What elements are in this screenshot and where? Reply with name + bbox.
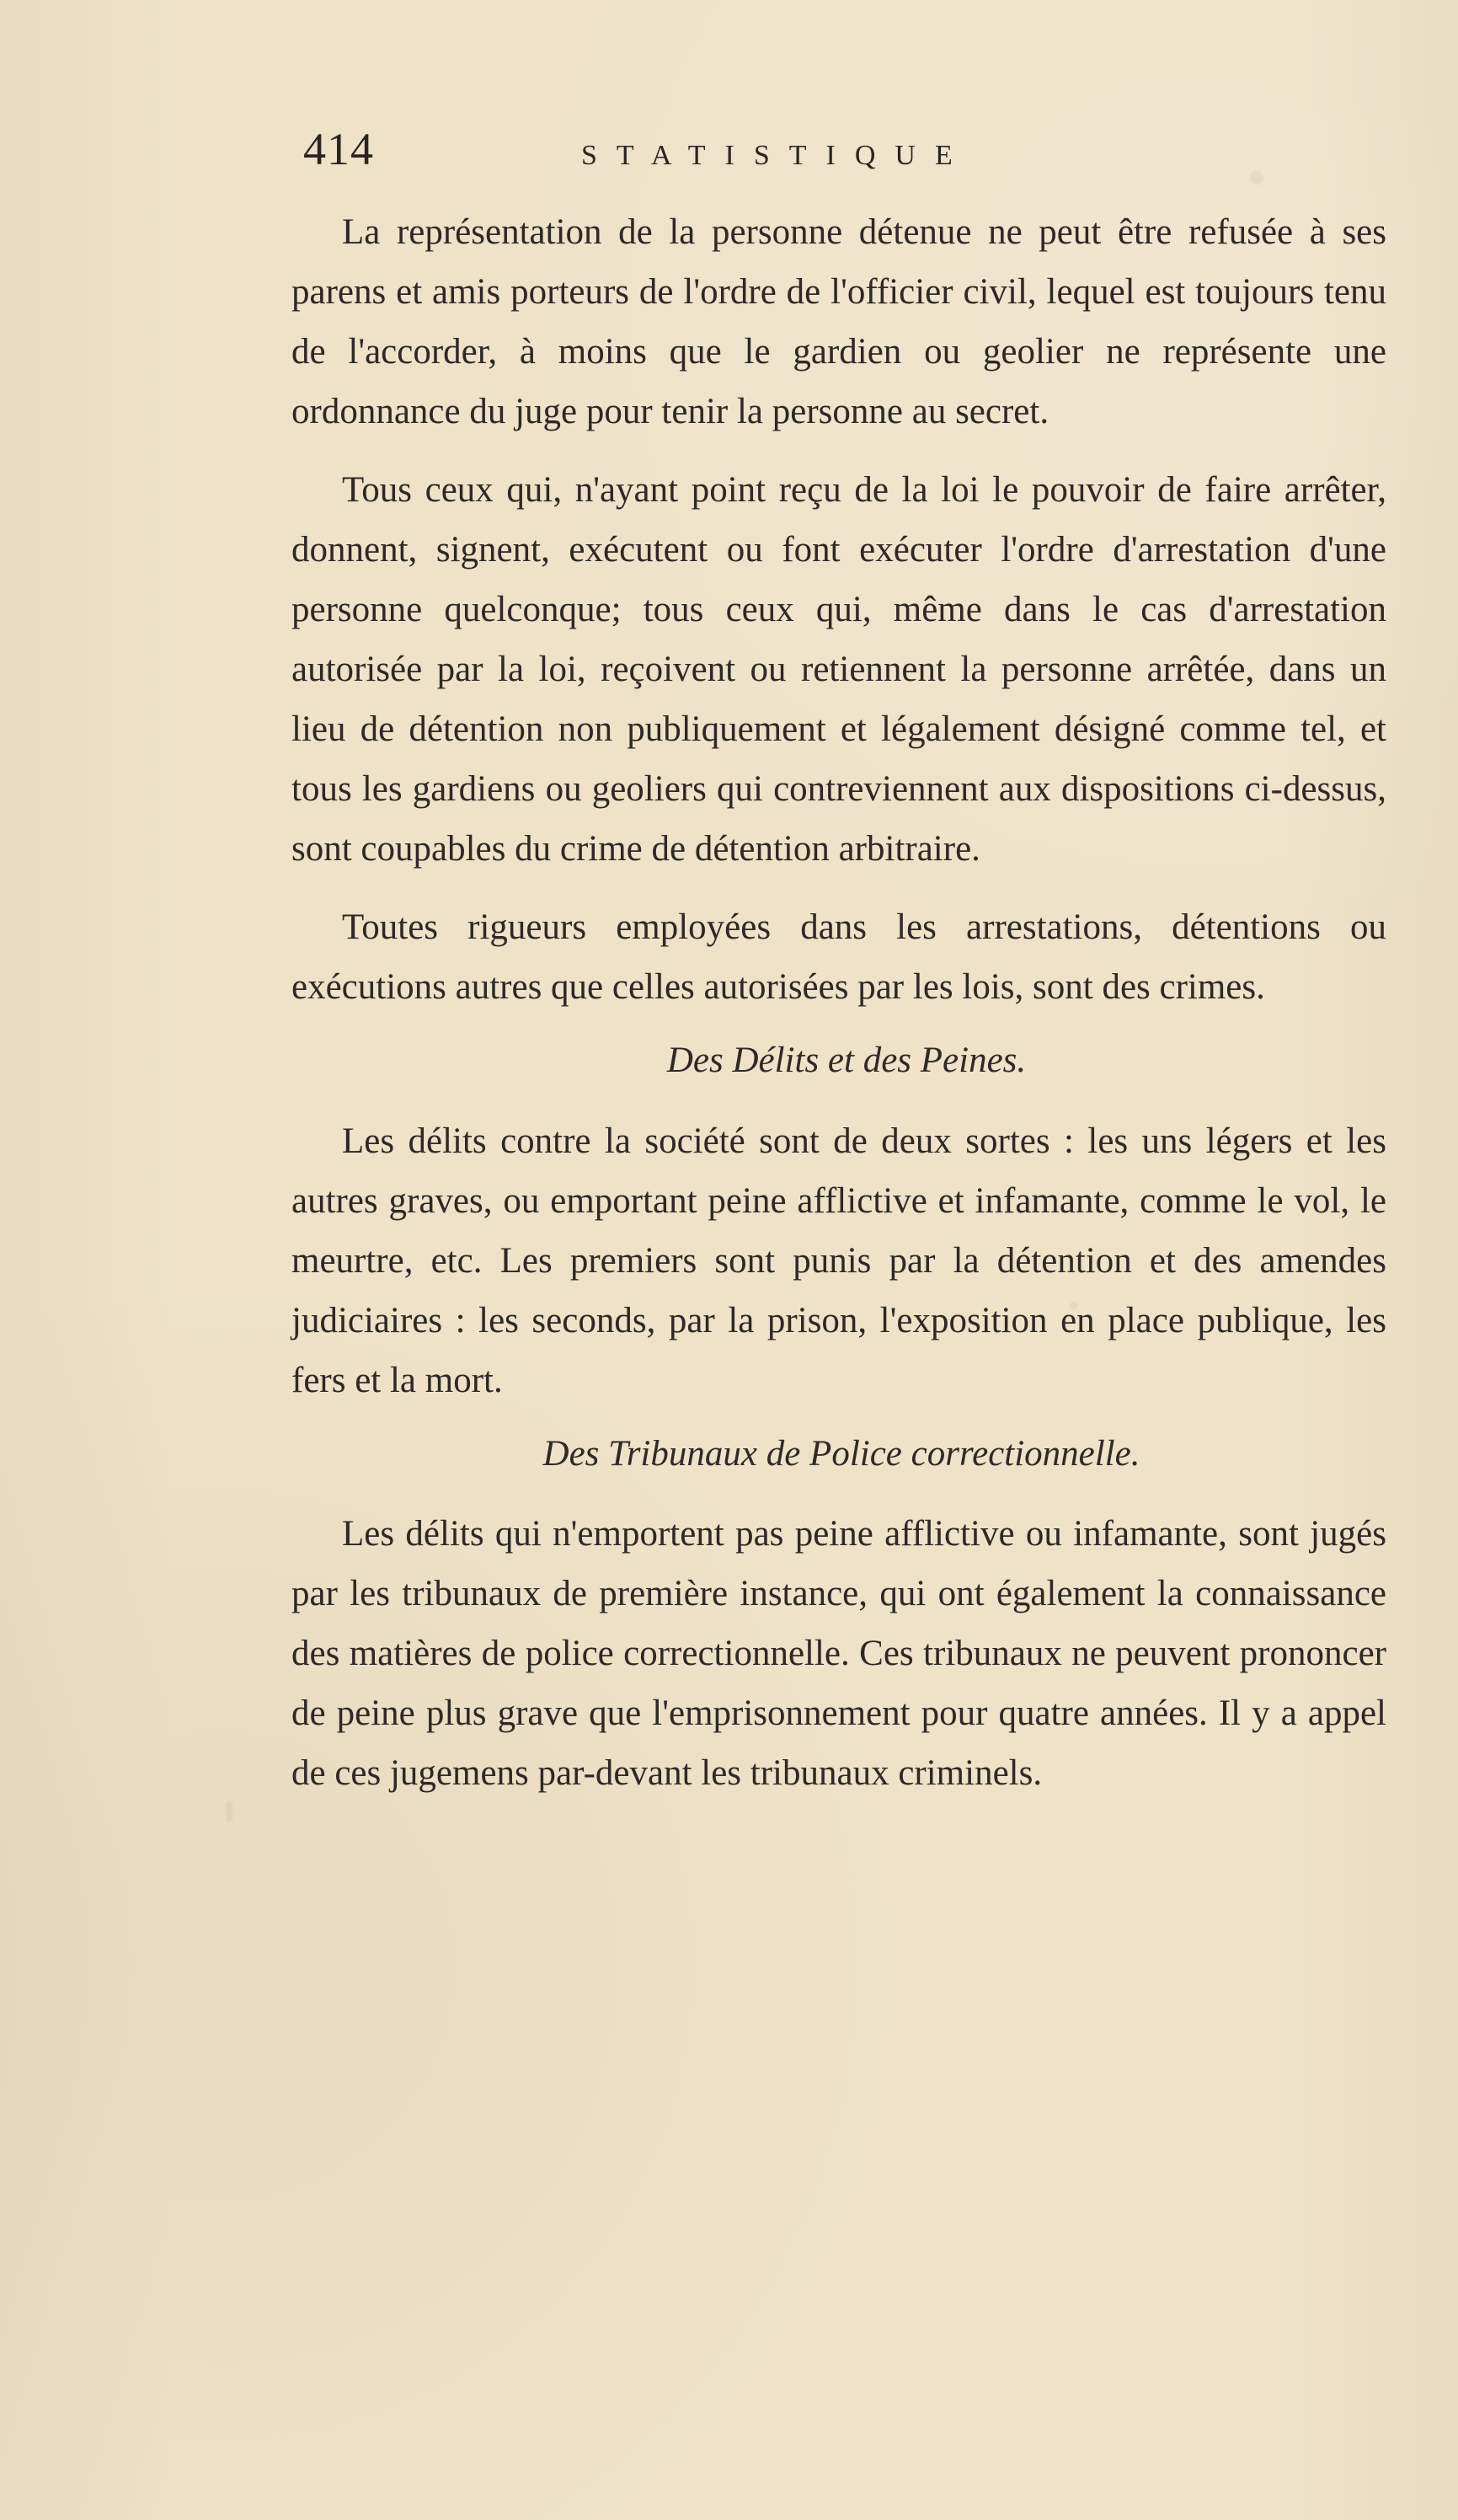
section-heading-tribunaux-police: Des Tribunaux de Police correctionnelle.: [542, 1433, 1140, 1474]
paragraph-2: Tous ceux qui, n'ayant point reçu de la loi le pouvoir de faire arrêter, donnent, signent, exécutent ou font exécuter l'ordre d'arrestation d'une personne quelconque; tous ceux qui, même dans le cas d'arrestation autorisée par la loi, reçoivent ou retiennent la personne arrêtée, dans un lieu de détention non publiquement et légalement désigné comme tel, et tous les gardiens ou geoliers qui contreviennent aux dispositions ci-dessus, sont coupables du crime de détention arbitraire.: [291, 470, 1386, 869]
page-header: [303, 126, 1314, 185]
paragraph-4: Les délits contre la société sont de deux sortes : les uns légers et les autres graves, ou emportant peine afflictive et infamante, comme le vol, le meurtre, etc. Les premiers sont punis par la détention et des amendes judiciaires : les seconds, par la prison, l'exposition en place publique, les fers et la mort.: [291, 1121, 1386, 1400]
document-body: [291, 202, 1386, 1822]
paragraph-5: Les délits qui n'emportent pas peine afflictive ou infamante, sont jugés par les tribunaux de première instance, qui ont également la connaissance des matières de police correctionnelle. Ces tribunaux ne peuvent prononcer de peine plus grave que l'emprisonnement pour quatre années. Il y a appel de ces jugemens par-devant les tribunaux criminels.: [291, 1514, 1386, 1794]
paragraph-3: Toutes rigueurs employées dans les arrestations, détentions ou exécutions autres que celles autorisées par les lois, sont des crimes.: [291, 907, 1386, 1007]
paper-stain: [226, 1801, 232, 1822]
page-number: 414: [303, 124, 374, 174]
paragraph-1: La représentation de la personne détenue ne peut être refusée à ses parens et amis porteurs de l'ordre de l'officier civil, lequel est toujours tenu de l'accorder, à moins que le gardien ou geolier ne représente une ordonnance du juge pour tenir la personne au secret.: [291, 212, 1386, 431]
running-title: STATISTIQUE: [581, 140, 972, 171]
section-heading-delits-peines: Des Délits et des Peines.: [666, 1041, 1027, 1080]
